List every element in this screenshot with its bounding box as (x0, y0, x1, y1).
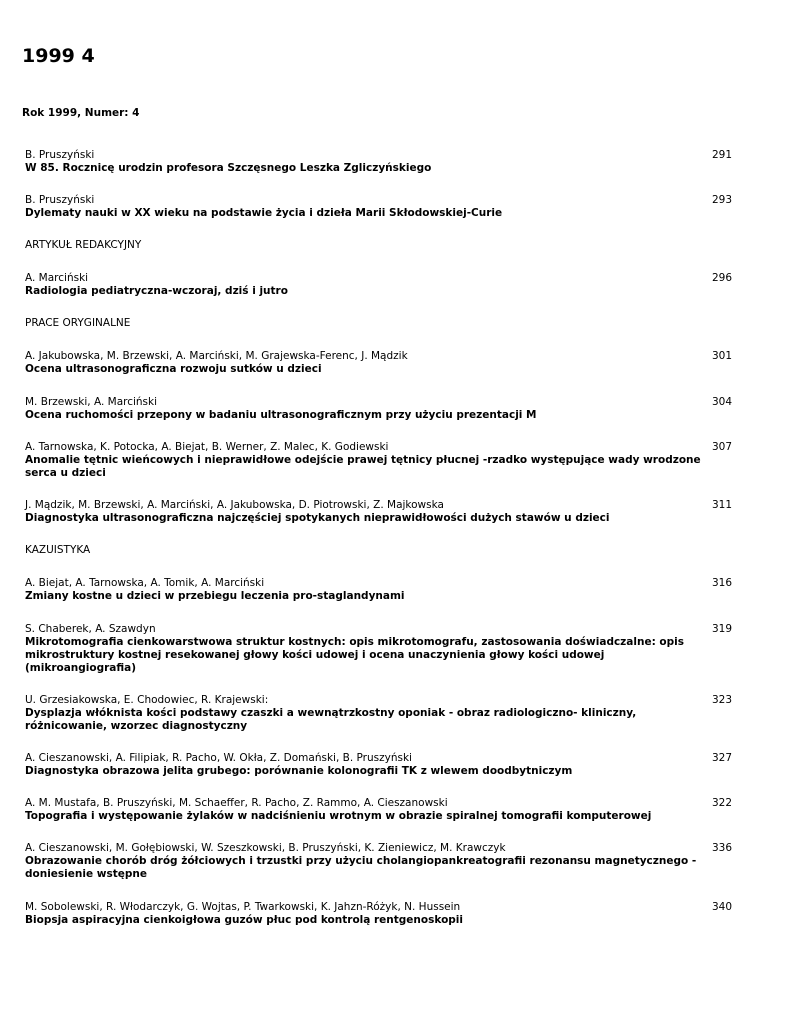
entry-title-link[interactable]: Topografia i występowanie żylaków w nadciśnieniu wrotnym w obrazie spiralnej tomografii komputerowej (25, 810, 652, 822)
entry-page-number: 327 (712, 752, 733, 764)
entry-page-number: 323 (712, 694, 733, 706)
entry-title-link[interactable]: Ocena ultrasonograficzna rozwoju sutków u dzieci (25, 363, 322, 375)
entry-title-link[interactable]: W 85. Rocznicę urodzin profesora Szczęsnego Leszka Zgliczyńskiego (25, 162, 432, 174)
page-title: 1999 4 (22, 45, 95, 67)
entry-authors: U. Grzesiakowska, E. Chodowiec, R. Krajewski: (25, 694, 269, 706)
entry-title-link[interactable]: Ocena ruchomości przepony w badaniu ultrasonograficznym przy użyciu prezentacji M (25, 409, 537, 421)
entry-page-number: 322 (712, 797, 733, 809)
entry-authors: A. M. Mustafa, B. Pruszyński, M. Schaeffer, R. Pacho, Z. Rammo, A. Cieszanowski (25, 797, 448, 809)
entry-title-link[interactable]: Anomalie tętnic wieńcowych i nieprawidłowe odejście prawej tętnicy płucnej -rzadko występujące wady wrodzone serca u dzieci (25, 454, 701, 479)
entry-page-number: 316 (712, 577, 733, 589)
toc-entry (25, 149, 705, 175)
entry-authors: M. Brzewski, A. Marciński (25, 396, 158, 408)
entry-authors: A. Jakubowska, M. Brzewski, A. Marciński, M. Grajewska-Ferenc, J. Mądzik (25, 350, 408, 362)
toc-entry (25, 752, 705, 778)
entry-authors: B. Pruszyński (25, 194, 95, 206)
toc-entry (25, 901, 705, 927)
entry-title-link[interactable]: Zmiany kostne u dzieci w przebiegu leczenia pro-staglandynami (25, 590, 405, 602)
entry-page-number: 301 (712, 350, 733, 362)
entry-page-number: 304 (712, 396, 733, 408)
entry-page-number: 296 (712, 272, 733, 284)
toc-entry (25, 694, 705, 733)
toc-entry (25, 499, 705, 525)
entry-page-number: 307 (712, 441, 733, 453)
entry-authors: M. Sobolewski, R. Włodarczyk, G. Wojtas, P. Twarkowski, K. Jahzn-Różyk, N. Hussein (25, 901, 461, 913)
entry-page-number: 340 (712, 901, 733, 913)
toc-entry (25, 797, 705, 823)
entry-title-link[interactable]: Dysplazja włóknista kości podstawy czaszki a wewnątrzkostny oponiak - obraz radiologiczno- kliniczny, różnicowanie, wzorzec diagnostyczny (25, 707, 637, 732)
entry-authors: A. Cieszanowski, M. Gołębiowski, W. Szeszkowski, B. Pruszyński, K. Zieniewicz, M. Krawczyk (25, 842, 506, 854)
entry-title-link[interactable]: Mikrotomografia cienkowarstwowa struktur kostnych: opis mikrotomografu, zastosowania doświadczalne: opis mikrostruktury kostnej resekowanej głowy kości udowej i ocena unaczynienia głowy kości udowej (mikroangiografia) (25, 636, 685, 674)
entry-page-number: 336 (712, 842, 733, 854)
entry-authors: A. Cieszanowski, A. Filipiak, R. Pacho, W. Okła, Z. Domański, B. Pruszyński (25, 752, 412, 764)
entry-title-link[interactable]: Radiologia pediatryczna-wczoraj, dziś i jutro (25, 285, 288, 297)
entry-authors: A. Tarnowska, K. Potocka, A. Biejat, B. Werner, Z. Malec, K. Godiewski (25, 441, 389, 453)
toc-entry (25, 194, 705, 220)
entry-authors: B. Pruszyński (25, 149, 95, 161)
entry-page-number: 319 (712, 623, 733, 635)
toc-entry (25, 272, 705, 298)
section-heading-editorial: ARTYKUŁ REDAKCYJNY (25, 239, 142, 251)
toc-entry (25, 577, 705, 603)
entry-title-link[interactable]: Obrazowanie chorób dróg żółciowych i trzustki przy użyciu cholangiopankreatografii rezonansu magnetycznego - doniesienie wstępne (25, 855, 697, 880)
toc-entry (25, 350, 705, 376)
section-heading-original: PRACE ORYGINALNE (25, 317, 131, 329)
entry-title-link[interactable]: Diagnostyka obrazowa jelita grubego: porównanie kolonografii TK z wlewem doodbytniczym (25, 765, 573, 777)
toc-entry (25, 441, 705, 480)
entry-authors: A. Marciński (25, 272, 89, 284)
entry-authors: S. Chaberek, A. Szawdyn (25, 623, 156, 635)
entry-title-link[interactable]: Dylematy nauki w XX wieku na podstawie życia i dzieła Marii Skłodowskiej-Curie (25, 207, 503, 219)
entry-page-number: 291 (712, 149, 733, 161)
toc-entry (25, 842, 705, 881)
toc-entry (25, 623, 705, 675)
entry-page-number: 293 (712, 194, 733, 206)
entry-authors: A. Biejat, A. Tarnowska, A. Tomik, A. Marciński (25, 577, 265, 589)
entry-page-number: 311 (712, 499, 733, 511)
section-heading-case-reports: KAZUISTYKA (25, 544, 91, 556)
toc-entry (25, 396, 705, 422)
issue-subtitle: Rok 1999, Numer: 4 (22, 107, 140, 119)
entry-authors: J. Mądzik, M. Brzewski, A. Marciński, A. Jakubowska, D. Piotrowski, Z. Majkowska (25, 499, 444, 511)
entry-title-link[interactable]: Biopsja aspiracyjna cienkoigłowa guzów płuc pod kontrolą rentgenoskopii (25, 914, 464, 926)
entry-title-link[interactable]: Diagnostyka ultrasonograficzna najczęściej spotykanych nieprawidłowości dużych stawów u dzieci (25, 512, 610, 524)
